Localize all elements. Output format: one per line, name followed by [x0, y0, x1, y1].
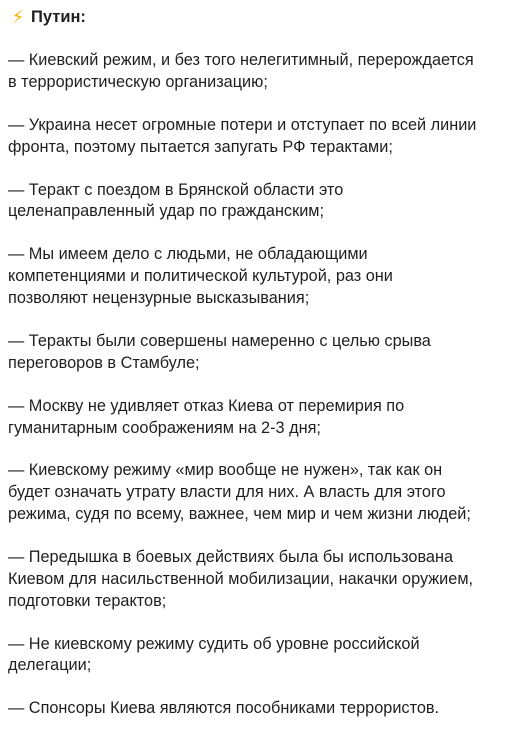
- statement-paragraph: [8, 634, 502, 678]
- statement-line: — Не киевскому режиму судить об уровне российской: [8, 634, 420, 653]
- statement-paragraph: [8, 244, 502, 309]
- statement-line: компетенциями и политической культурой, раз они: [8, 267, 393, 286]
- statement-line: — Передышка в боевых действиях была бы использована: [8, 548, 454, 567]
- statement-line: Киевом для насильственной мобилизации, накачки оружием,: [8, 569, 474, 588]
- statement-paragraph: [8, 50, 502, 94]
- message-header: [8, 6, 502, 28]
- statement-line: делегации;: [8, 656, 92, 675]
- statement-line: в террористическую организацию;: [8, 72, 268, 91]
- statement-paragraph: [8, 460, 502, 525]
- statement-line: — Мы имеем дело с людьми, не обладающими: [8, 245, 368, 264]
- statement-paragraph: [8, 698, 502, 720]
- lightning-icon: ⚡: [11, 6, 25, 27]
- statement-paragraph: [8, 115, 502, 159]
- statement-line: — Киевскому режиму «мир вообще не нужен», так как он: [8, 461, 443, 480]
- statement-line: — Спонсоры Киева являются пособниками террористов.: [8, 699, 440, 718]
- statement-line: переговоров в Стамбуле;: [8, 353, 200, 372]
- statement-line: будет означать утрату власти для них. А власть для этого: [8, 483, 446, 502]
- statement-line: режима, судя по всему, важнее, чем мир и чем жизни людей;: [8, 505, 471, 524]
- statement-line: — Украина несет огромные потери и отступает по всей линии: [8, 115, 477, 134]
- statement-line: — Киевский режим, и без того нелегитимный, перерождается: [8, 51, 474, 69]
- message-body: [8, 6, 502, 720]
- statement-line: фронта, поэтому пытается запугать РФ терактами;: [8, 137, 393, 156]
- statement-paragraph: [8, 396, 502, 440]
- statement-line: целенаправленный удар по гражданским;: [8, 202, 325, 221]
- statement-paragraph: [8, 547, 502, 612]
- statement-line: позволяют нецензурные высказывания;: [8, 288, 310, 307]
- statement-paragraph: [8, 331, 502, 375]
- statement-line: — Москву не удивляет отказ Киева от перемирия по: [8, 396, 405, 415]
- statement-line: гуманитарным соображениям на 2-3 дня;: [8, 418, 321, 437]
- statement-paragraph: [8, 180, 502, 224]
- paragraph-list: [8, 50, 502, 720]
- statement-line: — Теракты были совершены намеренно с целью срыва: [8, 331, 431, 350]
- statement-line: подготовки терактов;: [8, 591, 167, 610]
- statement-line: — Теракт с поездом в Брянской области это: [8, 180, 344, 199]
- header-title: Путин:: [31, 7, 86, 26]
